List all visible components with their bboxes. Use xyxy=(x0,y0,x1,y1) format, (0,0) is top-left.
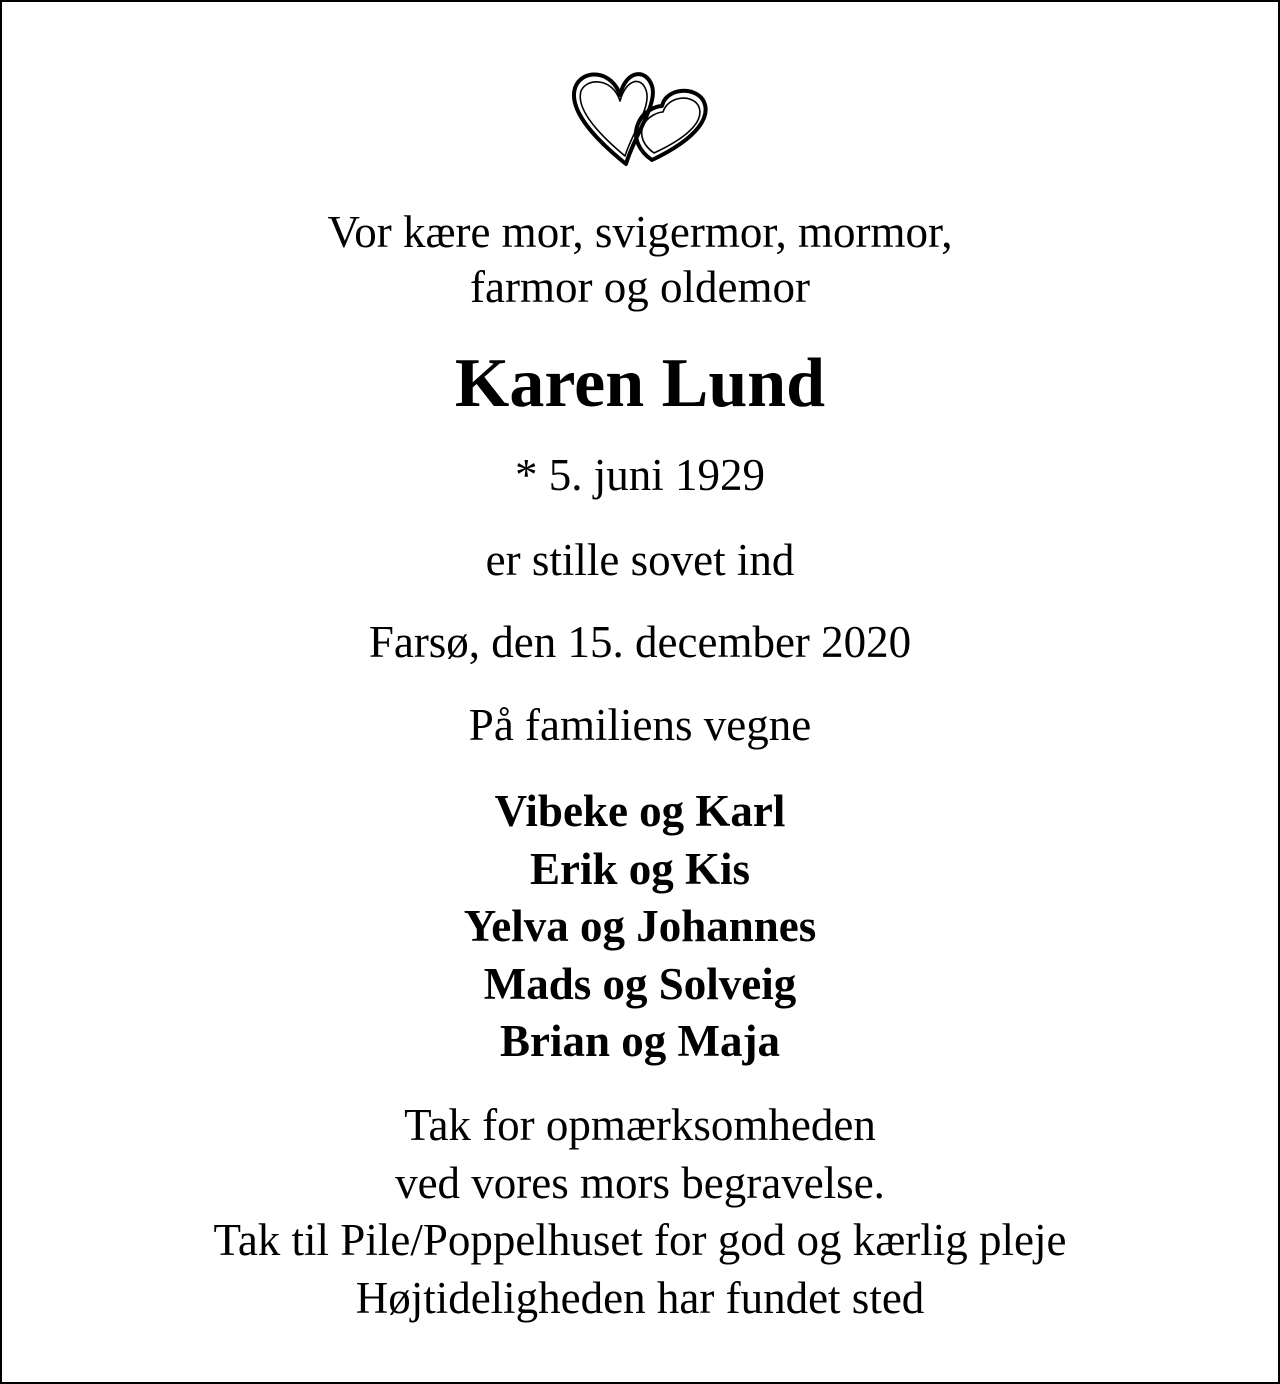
thanks-text xyxy=(2,1097,1278,1327)
family-member: Vibeke og Karl xyxy=(494,786,786,836)
family-names xyxy=(2,783,1278,1071)
thanks-line: Højtideligheden har fundet sted xyxy=(355,1272,925,1323)
on-behalf-text: På familiens vegne xyxy=(468,700,812,750)
two-hearts-icon xyxy=(562,60,722,178)
thanks-line: Tak til Pile/Poppelhuset for god og kærlig pleje xyxy=(213,1215,1067,1265)
intro-line: Vor kære mor, svigermor, mormor, xyxy=(327,207,953,257)
family-member: Erik og Kis xyxy=(529,843,751,894)
intro-text xyxy=(2,205,1278,315)
family-member: Brian og Maja xyxy=(500,1016,780,1066)
family-member: Yelva og Johannes xyxy=(463,901,817,951)
birth-date: * 5. juni 1929 xyxy=(514,450,765,500)
thanks-line: Tak for opmærksomheden xyxy=(404,1100,876,1150)
family-member: Mads og Solveig xyxy=(483,958,797,1009)
place-and-date: Farsø, den 15. december 2020 xyxy=(368,617,912,667)
thanks-line: ved vores mors begravelse. xyxy=(395,1157,885,1208)
deceased-name: Karen Lund xyxy=(454,345,826,422)
passed-text: er stille sovet ind xyxy=(485,535,795,585)
intro-line: farmor og oldemor xyxy=(470,262,810,312)
